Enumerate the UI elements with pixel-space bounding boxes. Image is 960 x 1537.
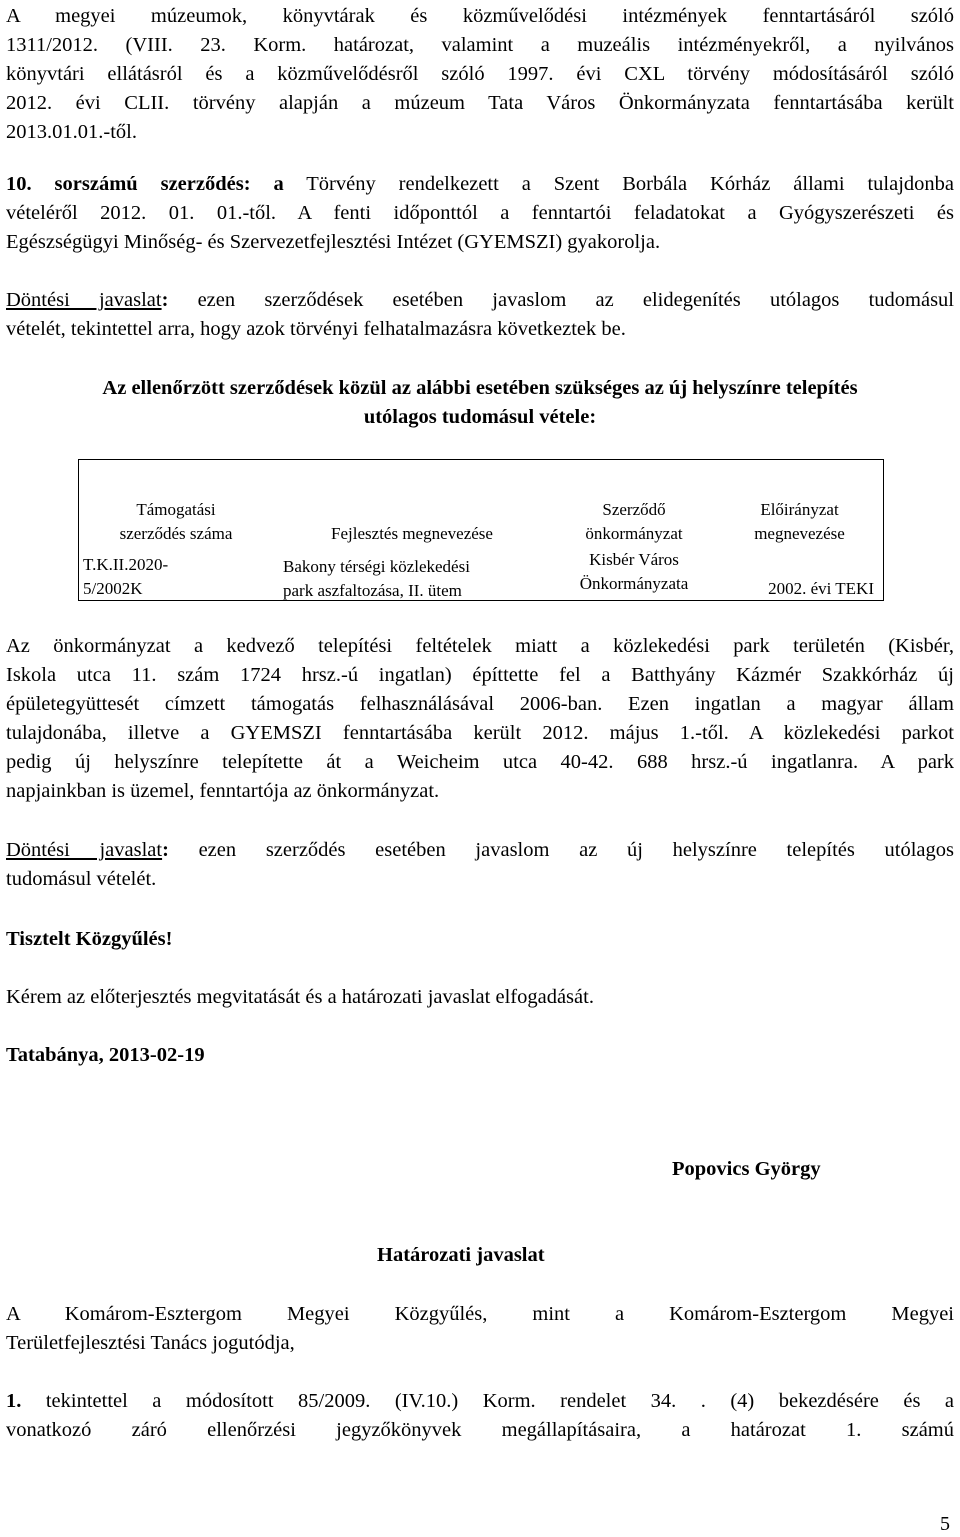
text-line: vételét, tekintettel arra, hogy azok törvényi felhatalmazásra következtek be. (6, 318, 626, 340)
table-column-development-name (273, 460, 551, 600)
signatory-name: Popovics György (672, 1158, 821, 1180)
table-column-appropriation (717, 460, 882, 600)
contract-number-lead: 10. sorszámú szerződés: a (6, 173, 284, 195)
text-line: vonatkozó záró ellenőrzési jegyzőkönyvek megállapításaira, a határozat 1. számú (6, 1419, 954, 1441)
section-heading (6, 374, 954, 432)
decision-proposal-1 (6, 286, 954, 344)
text-line: könyvtári ellátásról és a közművelődésről szóló 1997. évi CXL törvény módosításáról szóló (6, 63, 954, 85)
text-line: napjainkban is üzemel, fenntartója az önkormányzat. (6, 780, 440, 802)
resolution-title: Határozati javaslat (377, 1244, 545, 1266)
text-fragment: Törvény rendelkezett a Szent Borbála Kórház állami tulajdonba (283, 173, 954, 195)
park-paragraph (6, 632, 954, 806)
table-cell (83, 553, 273, 601)
table-column-municipality (551, 460, 717, 600)
request-text: Kérem az előterjesztés megvitatását és a határozati javaslat elfogadását. (6, 986, 594, 1008)
cell-line: 2002. évi TEKI (768, 579, 874, 598)
intro-paragraph (6, 2, 954, 147)
contract-table (78, 459, 884, 601)
cell-line: Bakony térségi közlekedési (283, 557, 470, 576)
text-line: Az önkormányzat a kedvező telepítési feltételek miatt a közlekedési park területén (Kisbér, (6, 635, 954, 657)
heading-line: utólagos tudomásul vétele: (363, 406, 597, 428)
text-line: Iskola utca 11. szám 1724 hrsz.-ú ingatlan) építtette fel a Batthyány Kázmér Szakkórház új (6, 664, 954, 686)
table-column-contract-number (79, 460, 273, 600)
cell-line: Kisbér Város (589, 550, 679, 569)
decision-proposal-2 (6, 836, 954, 894)
text-line (6, 170, 954, 199)
place-date: Tatabánya, 2013-02-19 (6, 1044, 205, 1066)
column-header (717, 498, 882, 546)
decision-label: Döntési javaslat (6, 289, 162, 311)
header-line: Fejlesztés megnevezése (331, 524, 493, 543)
text-line: épületegyüttesét címzett támogatás felhasználásával 2006-ban. Ezen ingatlan a magyar állam (6, 693, 954, 715)
text-line: pedig új helyszínre telepítette át a Weicheim utca 40-42. 688 hrsz.-ú ingatlanra. A park (6, 751, 954, 773)
header-line: megnevezése (754, 524, 845, 543)
table-cell (717, 577, 874, 601)
greeting: Tisztelt Közgyűlés! (6, 928, 173, 950)
text-line: 1311/2012. (VIII. 23. Korm. határozat, valamint a muzeális intézményekről, a nyilvános (6, 34, 954, 56)
page-number: 5 (940, 1513, 950, 1535)
text-line: Területfejlesztési Tanács jogutódja, (6, 1332, 295, 1354)
table-cell (551, 548, 717, 596)
cell-line: park aszfaltozása, II. ütem (283, 581, 462, 600)
column-header (551, 498, 717, 546)
decision-label: Döntési javaslat (6, 839, 163, 861)
cell-line: Önkormányzata (579, 574, 689, 593)
text-line: Egészségügyi Minőség- és Szervezetfejlesztési Intézet (GYEMSZI) gyakorolja. (6, 231, 661, 253)
decision-colon: : (162, 839, 169, 861)
header-line: Szerződő (602, 500, 666, 519)
text-fragment: ezen szerződések esetében javaslom az elidegenítés utólagos tudomásul (168, 289, 955, 311)
text-line (6, 836, 954, 865)
text-line: tudomásul vételét. (6, 868, 157, 890)
point-number: 1. (6, 1390, 22, 1412)
cell-line: 5/2002K (83, 579, 143, 598)
text-line: tulajdonába, illetve a GYEMSZI fenntartásába került 2012. május 1.-től. A közlekedési parkot (6, 722, 954, 744)
text-line (6, 286, 954, 315)
resolution-intro (6, 1300, 954, 1358)
header-line: önkormányzat (585, 524, 683, 543)
text-line: A Komárom-Esztergom Megyei Közgyűlés, mint a Komárom-Esztergom Megyei (6, 1303, 954, 1325)
resolution-point-1 (6, 1387, 954, 1445)
text-fragment: tekintettel a módosított 85/2009. (IV.10.) Korm. rendelet 34. . (4) bekezdésére és a (21, 1390, 954, 1412)
text-line: A megyei múzeumok, könyvtárak és közművelődési intézmények fenntartásáról szóló (6, 5, 954, 27)
text-line: vételéről 2012. 01. 01.-től. A fenti időponttól a fenntartói feladatokat a Gyógyszerészeti és (6, 202, 954, 224)
heading-line: Az ellenőrzött szerződések közül az alábbi esetében szükséges az új helyszínre telepítés (102, 377, 858, 399)
decision-colon: : (161, 289, 169, 311)
column-header (79, 498, 273, 546)
text-fragment: ezen szerződés esetében javaslom az új helyszínre telepítés utólagos (168, 839, 955, 861)
header-line: Előirányzat (760, 500, 839, 519)
header-line: szerződés száma (119, 524, 233, 543)
contract-10-paragraph (6, 170, 954, 257)
header-line: Támogatási (136, 500, 216, 519)
table-cell (283, 555, 551, 603)
text-line: 2012. évi CLII. törvény alapján a múzeum Tata Város Önkormányzata fenntartásába került (6, 92, 954, 114)
text-line (6, 1387, 954, 1416)
text-line: 2013.01.01.-től. (6, 121, 137, 143)
cell-line: T.K.II.2020- (83, 555, 169, 574)
column-header (273, 522, 551, 546)
